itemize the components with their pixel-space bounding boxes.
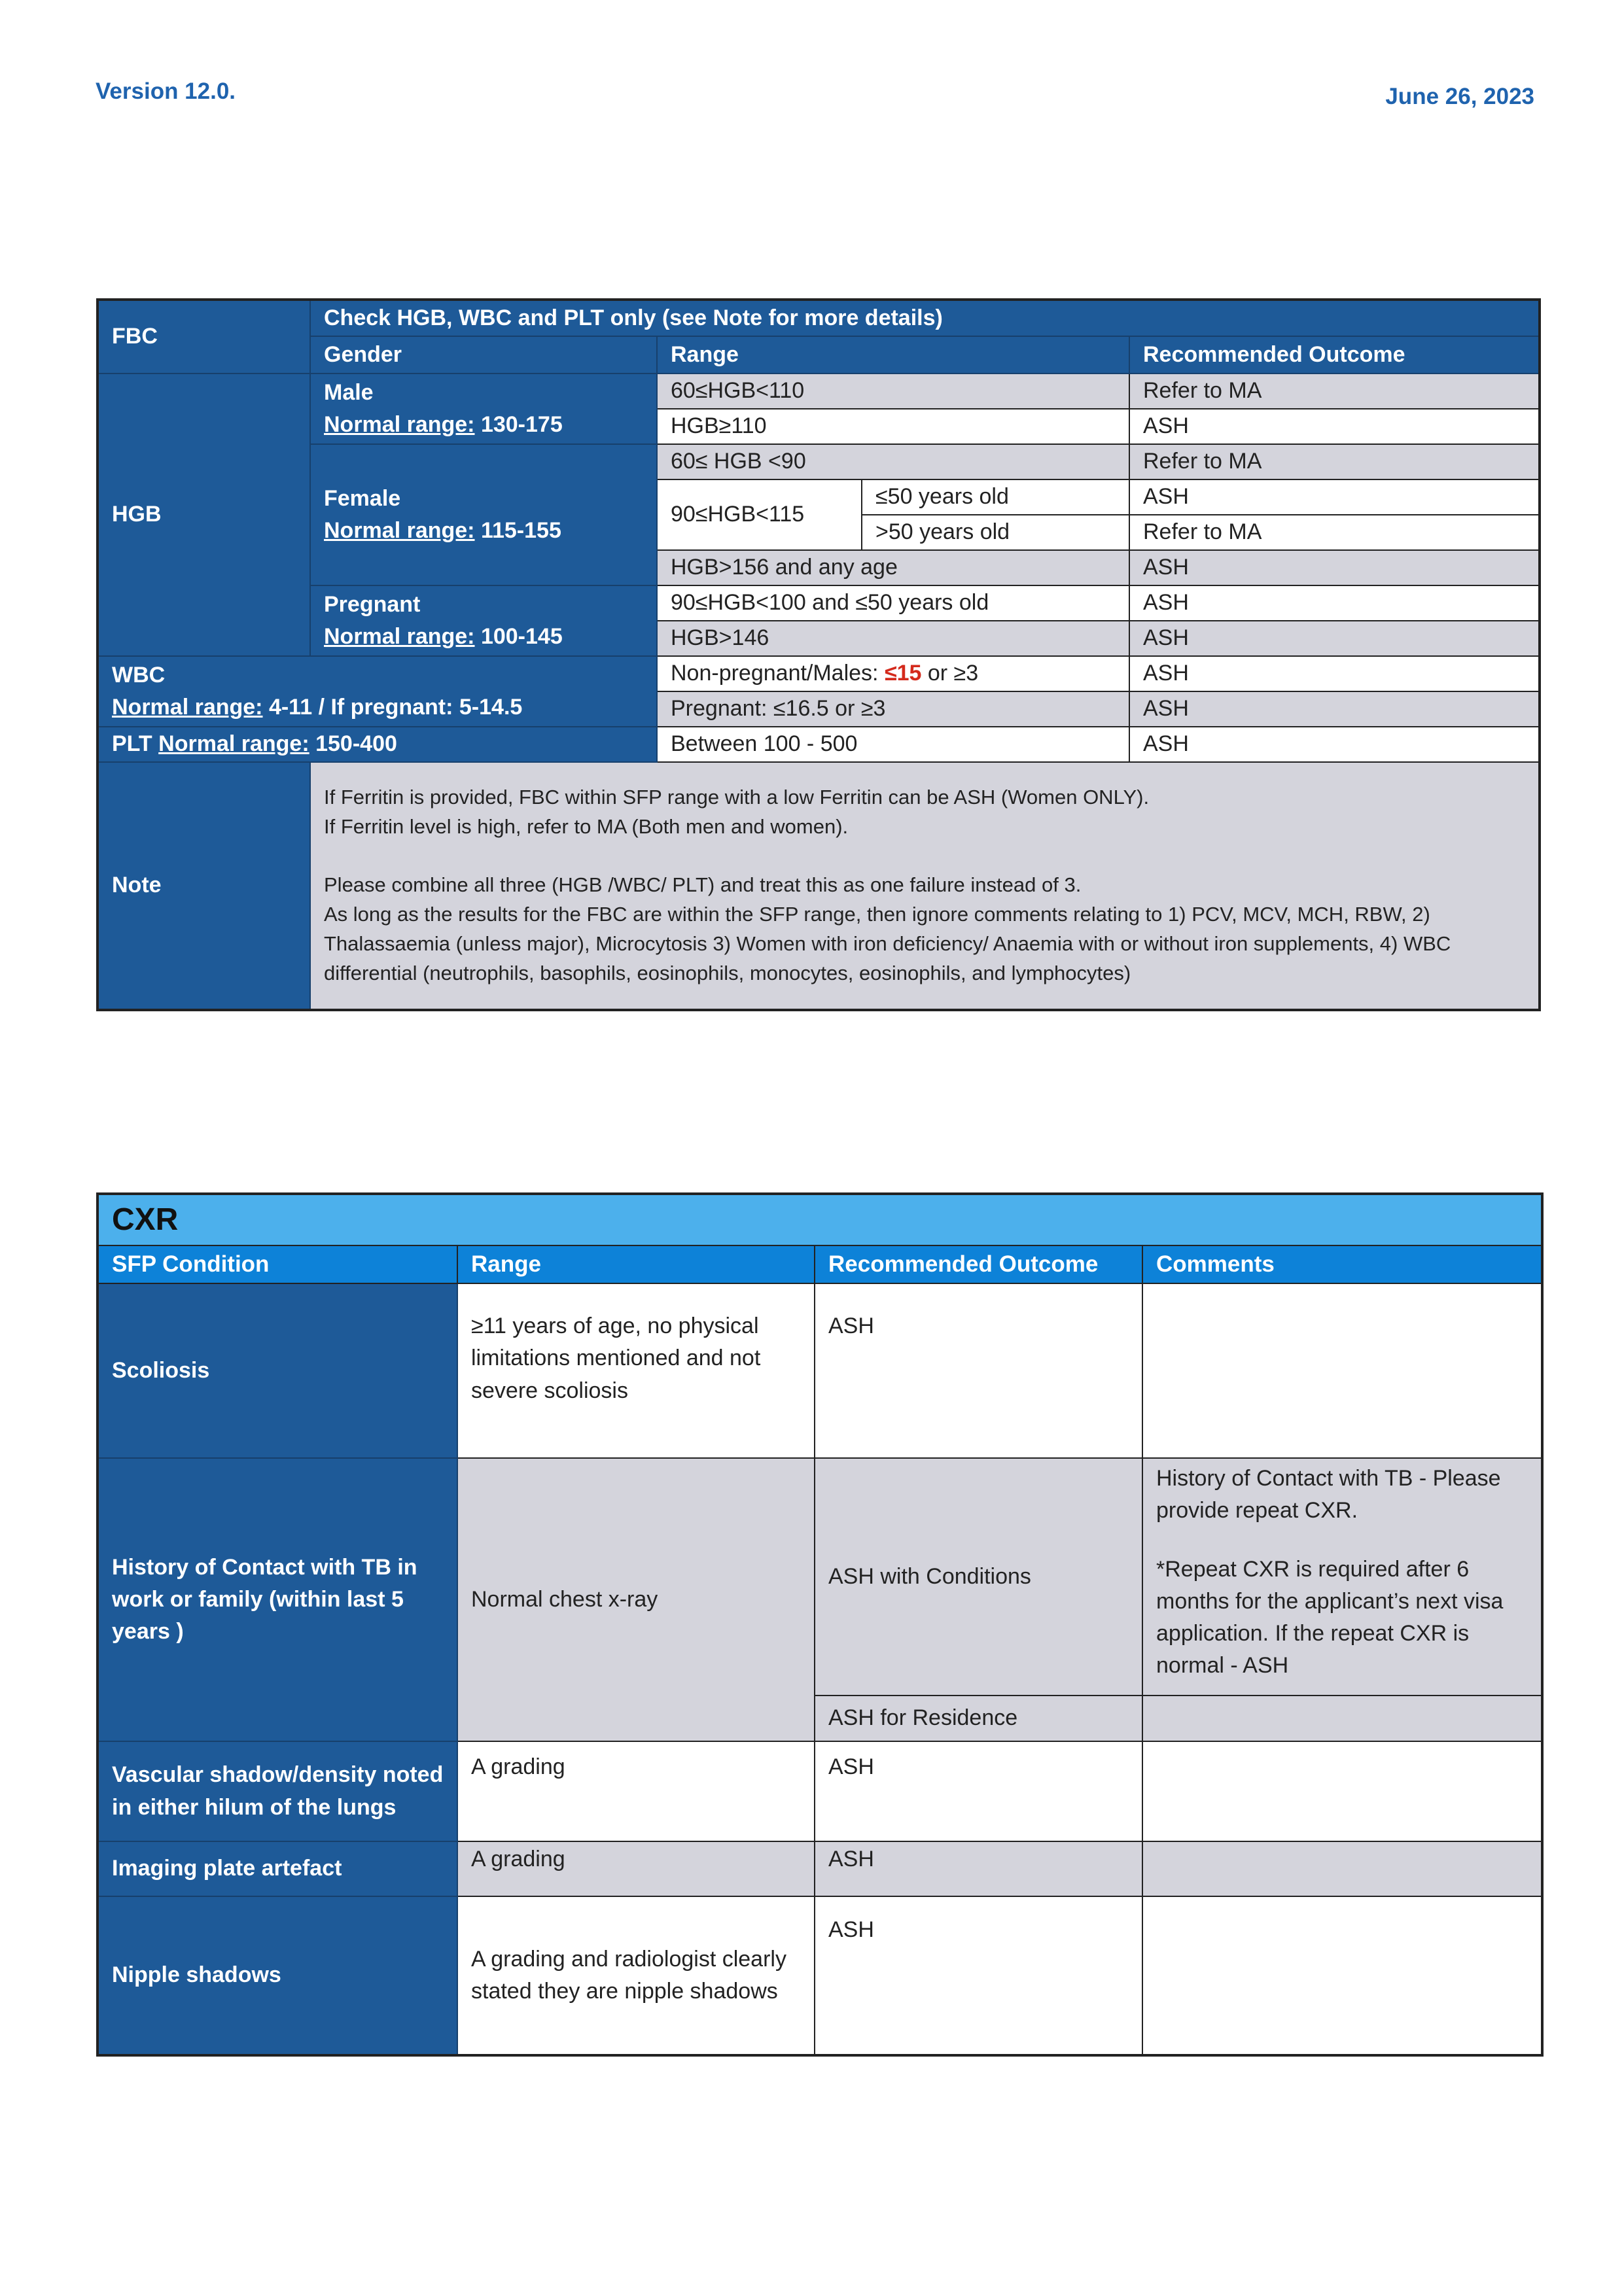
col-comments: Comments — [1142, 1245, 1542, 1283]
wbc-label: WBC — [112, 662, 166, 687]
outcome-cell: ASH with Conditions — [815, 1458, 1142, 1696]
note-line: Please combine all three (HGB /WBC/ PLT) and treat this as one failure instead of 3. — [324, 873, 1082, 897]
range-cell: Pregnant: ≤16.5 or ≥3 — [657, 691, 1129, 727]
range-cell: HGB≥110 — [657, 409, 1129, 444]
wbc-normal: 4-11 / If pregnant: 5-14.5 — [268, 695, 523, 720]
comments-cell — [1142, 1696, 1542, 1741]
col-gender: Gender — [310, 336, 657, 374]
comments-cell — [1142, 1458, 1542, 1696]
outcome-cell: Refer to MA — [1129, 374, 1540, 409]
comments-cell — [1142, 1283, 1542, 1458]
comments-cell — [1142, 1841, 1542, 1896]
wbc-range-prefix: Non-pregnant/Males: — [671, 661, 885, 686]
pregnant-normal: 100-145 — [480, 624, 563, 649]
note-text — [310, 762, 1540, 1010]
comment-line: *Repeat CXR is required after 6 months for the applicant’s next visa application. If the repeat CXR is normal - ASH — [1156, 1556, 1504, 1679]
version-label: Version 12.0. — [96, 78, 236, 104]
note-label: Note — [97, 762, 310, 1010]
condition-cell: Nipple shadows — [97, 1896, 457, 2055]
outcome-cell: ASH — [1129, 409, 1540, 444]
outcome-cell: ASH — [1129, 656, 1540, 691]
range-cell: Normal chest x-ray — [457, 1458, 815, 1741]
outcome-cell: ASH — [1129, 585, 1540, 621]
range-cell: A grading and radiologist clearly stated they are nipple shadows — [457, 1896, 815, 2055]
normal-range-label: Normal range: — [324, 518, 475, 543]
age-cell: ≤50 years old — [862, 479, 1129, 515]
condition-cell: History of Contact with TB in work or family (within last 5 years ) — [97, 1458, 457, 1741]
pregnant-label: Pregnant — [324, 591, 421, 617]
wbc-group — [97, 656, 657, 727]
cxr-title: CXR — [97, 1194, 1542, 1245]
date-label: June 26, 2023 — [1385, 84, 1534, 109]
fbc-subtitle: Check HGB, WBC and PLT only (see Note for more details) — [310, 300, 1540, 336]
range-cell: HGB>156 and any age — [657, 550, 1129, 585]
normal-range-label: Normal range: — [324, 624, 475, 649]
outcome-cell: ASH — [1129, 550, 1540, 585]
note-line: If Ferritin level is high, refer to MA (Both men and women). — [324, 815, 849, 839]
cxr-table — [96, 1192, 1544, 2057]
outcome-cell: Refer to MA — [1129, 444, 1540, 479]
hgb-label: HGB — [97, 374, 310, 656]
note-line: As long as the results for the FBC are within the SFP range, then ignore comments relating to 1) PCV, MCV, MCH, RBW, 2) Thalassaemia (unless major), Microcytosis 3) Women with iron deficiency/ Anaemia with or without iron supplements, 4) WBC differential (neutrophils, basophils, eosinophils, monocytes, eosinophils, and lymphocytes) — [324, 903, 1451, 984]
female-normal: 115-155 — [480, 518, 561, 543]
condition-cell: Vascular shadow/density noted in either hilum of the lungs — [97, 1741, 457, 1841]
col-outcome: Recommended Outcome — [1129, 336, 1540, 374]
wbc-range-suffix: or ≥3 — [921, 661, 979, 686]
pregnant-group — [310, 585, 657, 656]
outcome-cell: Refer to MA — [1129, 515, 1540, 550]
wbc-highlight: ≤15 — [884, 661, 922, 686]
outcome-cell: ASH — [1129, 479, 1540, 515]
outcome-cell: ASH — [1129, 621, 1540, 656]
comment-line: History of Contact with TB - Please provide repeat CXR. — [1156, 1466, 1501, 1523]
outcome-cell: ASH — [1129, 691, 1540, 727]
comments-cell — [1142, 1896, 1542, 2055]
col-range: Range — [657, 336, 1129, 374]
note-line: If Ferritin is provided, FBC within SFP range with a low Ferritin can be ASH (Women ONLY). — [324, 786, 1150, 809]
range-cell: 60≤HGB<110 — [657, 374, 1129, 409]
outcome-cell: ASH — [815, 1741, 1142, 1841]
normal-range-label: Normal range: — [158, 731, 309, 757]
range-cell: 90≤HGB<100 and ≤50 years old — [657, 585, 1129, 621]
male-group — [310, 374, 657, 444]
outcome-cell: ASH — [815, 1283, 1142, 1458]
outcome-cell: ASH — [815, 1841, 1142, 1896]
condition-cell: Scoliosis — [97, 1283, 457, 1458]
outcome-cell: ASH for Residence — [815, 1696, 1142, 1741]
fbc-label: FBC — [97, 300, 310, 374]
range-cell: 90≤HGB<115 — [657, 479, 862, 550]
plt-group — [97, 727, 657, 762]
male-normal: 130-175 — [480, 412, 563, 437]
male-label: Male — [324, 379, 374, 405]
range-cell: A grading — [457, 1841, 815, 1896]
female-group — [310, 444, 657, 585]
range-cell: 60≤ HGB <90 — [657, 444, 1129, 479]
col-range: Range — [457, 1245, 815, 1283]
fbc-table — [96, 298, 1541, 1011]
plt-normal: 150-400 — [315, 731, 397, 757]
age-cell: >50 years old — [862, 515, 1129, 550]
col-outcome: Recommended Outcome — [815, 1245, 1142, 1283]
normal-range-label: Normal range: — [112, 695, 263, 720]
range-cell: ≥11 years of age, no physical limitations mentioned and not severe scoliosis — [457, 1283, 815, 1458]
range-cell: Between 100 - 500 — [657, 727, 1129, 762]
condition-cell: Imaging plate artefact — [97, 1841, 457, 1896]
female-label: Female — [324, 485, 401, 511]
outcome-cell: ASH — [815, 1896, 1142, 2055]
range-cell — [657, 656, 1129, 691]
col-condition: SFP Condition — [97, 1245, 457, 1283]
normal-range-label: Normal range: — [324, 412, 475, 437]
outcome-cell: ASH — [1129, 727, 1540, 762]
comments-cell — [1142, 1741, 1542, 1841]
range-cell: A grading — [457, 1741, 815, 1841]
plt-label: PLT — [112, 731, 152, 757]
range-cell: HGB>146 — [657, 621, 1129, 656]
